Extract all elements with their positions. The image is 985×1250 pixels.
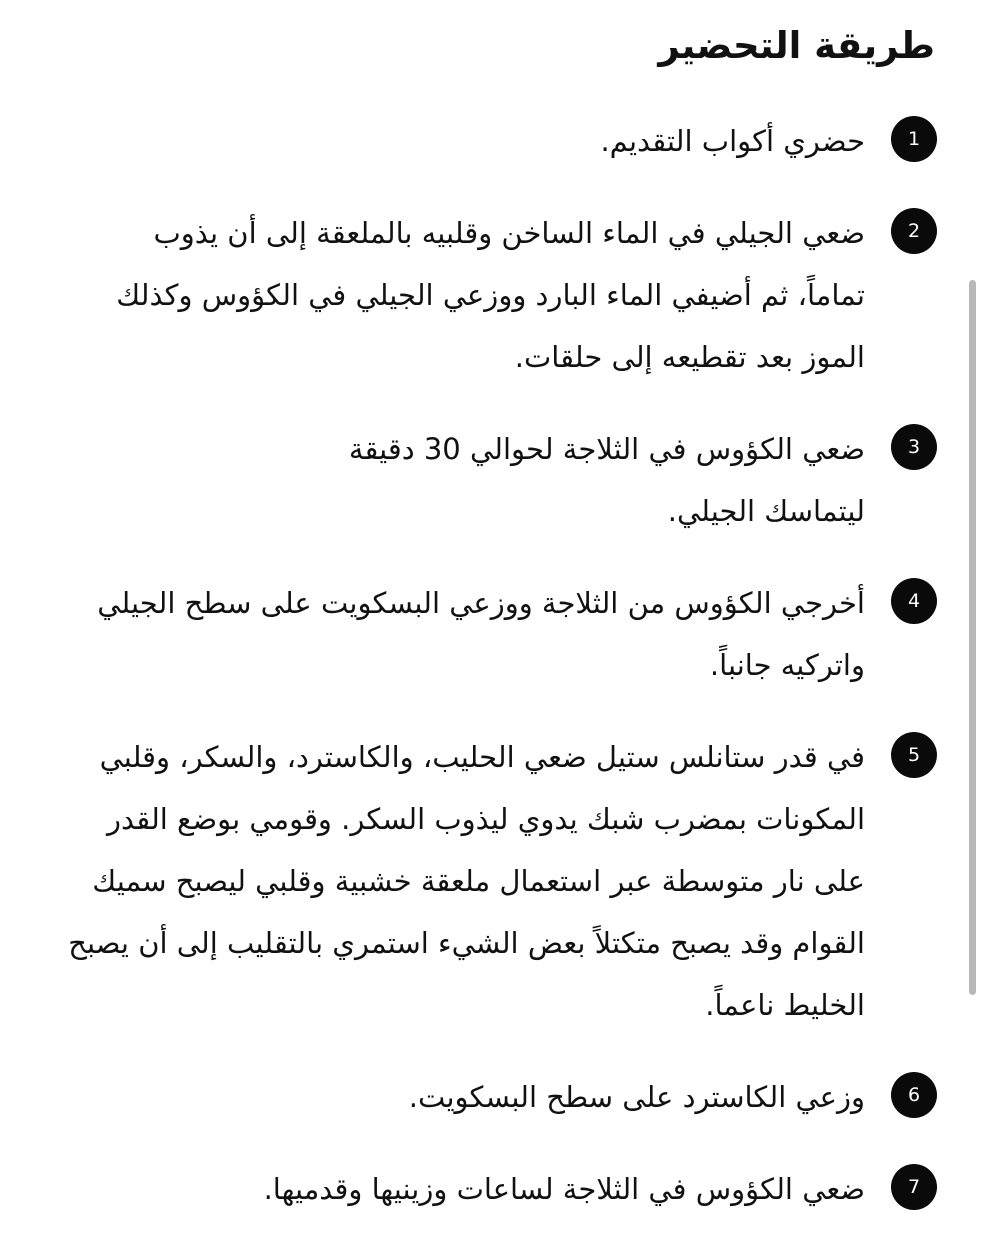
- step-text: أخرجي الكؤوس من الثلاجة ووزعي البسكويت على سطح الجيلي واتركيه جانباً.: [97, 586, 865, 682]
- step-item: [47, 418, 937, 542]
- step-number-badge: 2: [891, 208, 937, 254]
- step-item: [47, 726, 937, 1036]
- step-number-badge: 7: [891, 1164, 937, 1210]
- step-item: [47, 1158, 937, 1220]
- step-item: [47, 110, 937, 172]
- step-number-badge: 3: [891, 424, 937, 470]
- section-title: طريقة التحضير: [658, 24, 935, 67]
- step-text: وزعي الكاسترد على سطح البسكويت.: [408, 1080, 865, 1114]
- step-text: ضعي الجيلي في الماء الساخن وقلبيه بالملعقة إلى أن يذوب تماماً، ثم أضيفي الماء البارد ووزعي الجيلي في الكؤوس وكذلك الموز بعد تقطيعه إلى حلقات.: [116, 216, 865, 374]
- step-text: حضري أكواب التقديم.: [600, 124, 865, 158]
- step-text: ضعي الكؤوس في الثلاجة لحوالي 30 دقيقة ليتماسك الجيلي.: [348, 432, 865, 528]
- step-item: [47, 1066, 937, 1128]
- step-item: [47, 202, 937, 388]
- step-number-badge: 6: [891, 1072, 937, 1118]
- preparation-steps-list: [47, 110, 937, 1250]
- step-item: [47, 572, 937, 696]
- step-number-badge: 4: [891, 578, 937, 624]
- step-text: ضعي الكؤوس في الثلاجة لساعات وزينيها وقدميها.: [263, 1172, 865, 1206]
- step-text: في قدر ستانلس ستيل ضعي الحليب، والكاسترد، والسكر، وقلبي المكونات بمضرب شبك يدوي ليذوب السكر. وقومي بوضع القدر على نار متوسطة عبر استعمال ملعقة خشبية وقلبي ليصبح سميك القوام وقد يصبح متكتلاً بعض الشيء استمري بالتقليب إلى أن يصبح الخليط ناعماً.: [68, 740, 865, 1022]
- step-number-badge: 1: [891, 116, 937, 162]
- vertical-scrollbar[interactable]: [969, 280, 976, 995]
- step-number-badge: 5: [891, 732, 937, 778]
